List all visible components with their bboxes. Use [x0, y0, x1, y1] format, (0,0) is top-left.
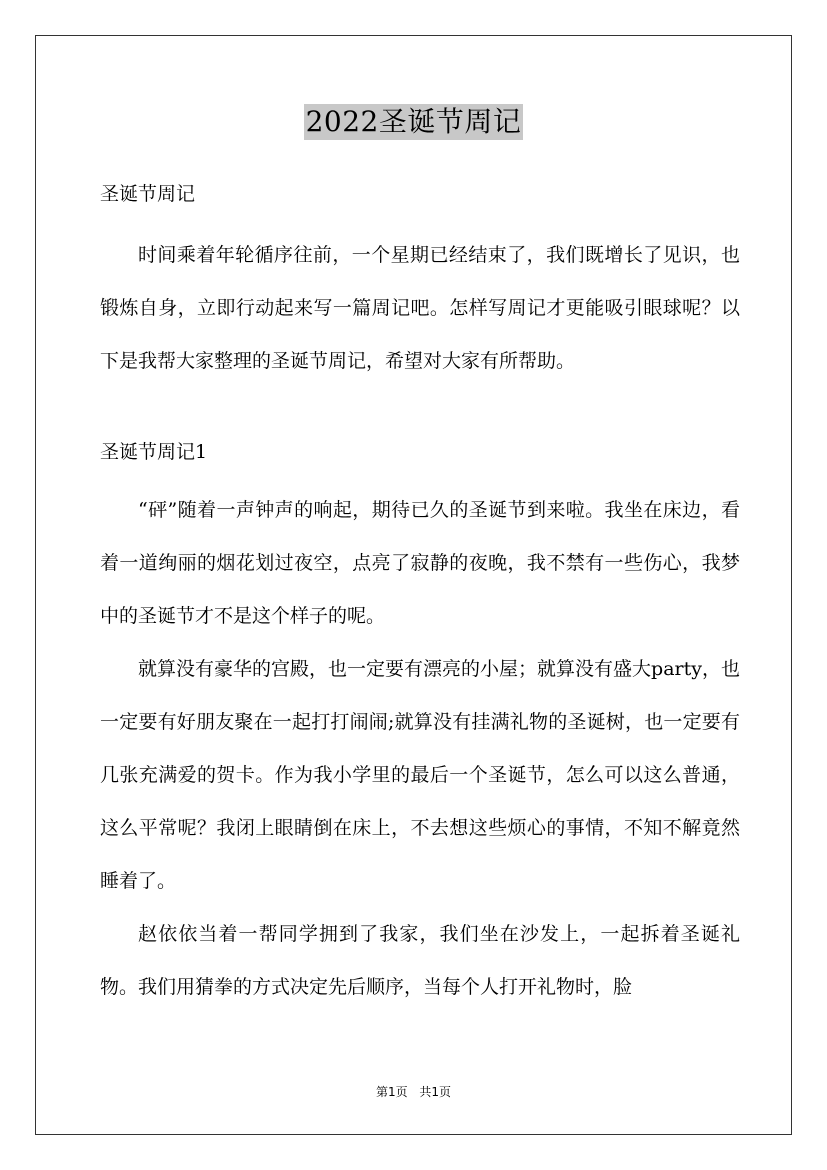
body-paragraph-1: “砰”随着一声钟声的响起，期待已久的圣诞节到来啦。我坐在床边，看着一道绚丽的烟花划过夜空，点亮了寂静的夜晚，我不禁有一些伤心，我梦中的圣诞节才不是这个样子的呢。: [100, 499, 740, 627]
page-footer: [0, 1084, 827, 1100]
document-title: 2022圣诞节周记: [305, 105, 522, 138]
intro-heading: 圣诞节周记: [100, 183, 196, 205]
page-number-current: 第1页: [375, 1085, 408, 1099]
intro-paragraph: 时间乘着年轮循序往前，一个星期已经结束了，我们既增长了见识，也锻炼自身，立即行动起来写一篇周记吧。怎样写周记才更能吸引眼球呢？以下是我帮大家整理的圣诞节周记，希望对大家有所帮助。: [100, 244, 740, 372]
body-paragraph-3: 赵依依当着一帮同学拥到了我家，我们坐在沙发上，一起拆着圣诞礼物。我们用猜拳的方式决定先后顺序，当每个人打开礼物时，脸: [100, 923, 740, 998]
section-heading: 圣诞节周记1: [100, 441, 208, 463]
body-paragraph-2: 就算没有豪华的宫殿，也一定要有漂亮的小屋；就算没有盛大party，也一定要有好朋友聚在一起打打闹闹;就算没有挂满礼物的圣诞树，也一定要有几张充满爱的贺卡。作为我小学里的最后一个圣诞节，怎么可以这么普通，这么平常呢？我闭上眼睛倒在床上，不去想这些烦心的事情，不知不解竟然睡着了。: [100, 658, 740, 892]
page-number-total: 共1页: [419, 1085, 452, 1099]
document-body: [100, 176, 740, 1014]
title-container: [0, 104, 827, 140]
